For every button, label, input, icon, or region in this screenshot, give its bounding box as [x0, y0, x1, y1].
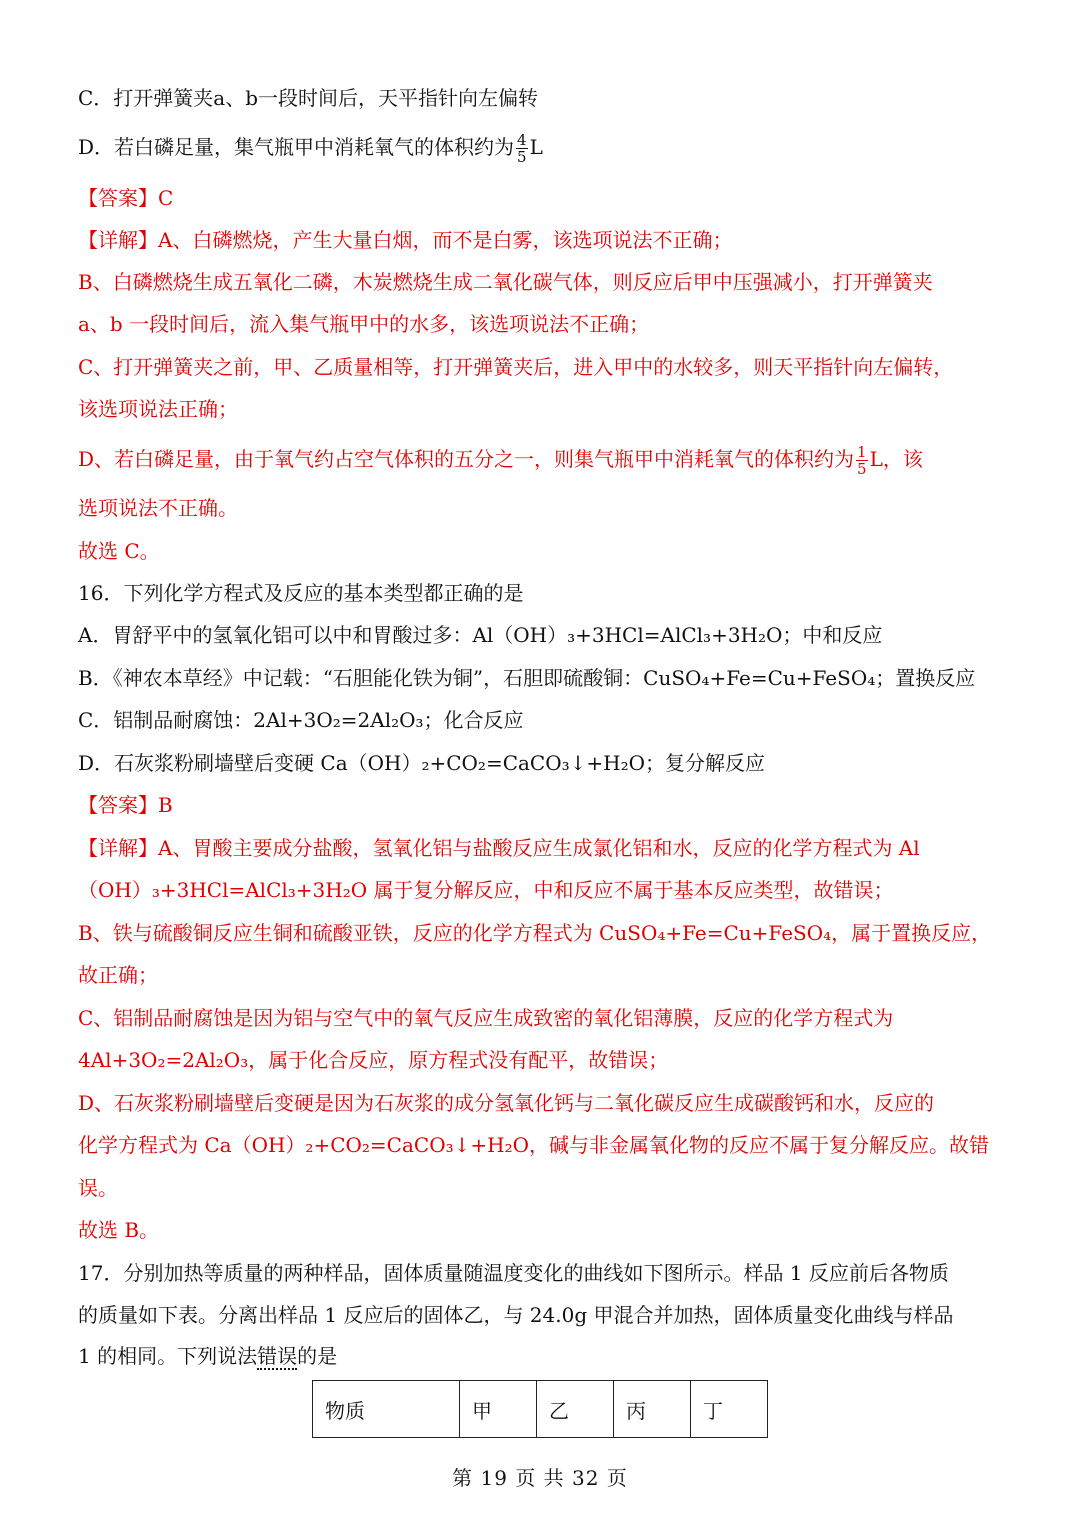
table-header-cell: 丁 — [691, 1381, 768, 1438]
q16-detail-a-line2: （OH）₃+3HCl=AlCl₃+3H₂O 属于复分解反应，中和反应不属于基本反应类型，故错误； — [78, 878, 894, 902]
q17-stem-line3 — [78, 1342, 1008, 1370]
q17-stem-line2: 的质量如下表。分离出样品 1 反应后的固体乙，与 24.0g 甲混合并加热，固体质量变化曲线与样品 — [78, 1303, 954, 1327]
emphasis-word: 错误 — [257, 1344, 298, 1368]
fraction-numerator: 1 — [857, 443, 867, 461]
q16-detail-b-line1: B、铁与硫酸铜反应生铜和硫酸亚铁，反应的化学方程式为 CuSO₄+Fe=Cu+FeSO₄，属于置换反应， — [78, 921, 992, 945]
q16-stem: 16．下列化学方程式及反应的基本类型都正确的是 — [78, 581, 524, 605]
fraction-one-fifth — [856, 444, 868, 477]
page-footer: 第 19 页 共 32 页 — [452, 1466, 628, 1490]
q15-detail-d-line2: 选项说法不正确。 — [78, 496, 238, 520]
table-header-cell: 丙 — [614, 1381, 691, 1438]
q15-option-d — [78, 132, 1008, 165]
detail-text-end: L，该 — [869, 447, 923, 471]
q16-detail-a-line1 — [78, 834, 1008, 862]
q15-detail-b-line1: B、白磷燃烧生成五氧化二磷，木炭燃烧生成二氧化碳气体，则反应后甲中压强减小，打开弹簧夹 — [78, 270, 933, 294]
q16-detail-d-line1: D、石灰浆粉刷墙壁后变硬是因为石灰浆的成分氢氧化钙与二氧化碳反应生成碳酸钙和水，反应的 — [78, 1091, 935, 1115]
table-header-cell: 乙 — [537, 1381, 614, 1438]
detail-tag: 【详解】 — [78, 836, 158, 860]
q16-detail-c-line2: 4Al+3O₂=2Al₂O₃，属于化合反应，原方程式没有配平，故错误； — [78, 1048, 669, 1072]
q16-detail-c-line1: C、铝制品耐腐蚀是因为铝与空气中的氧气反应生成致密的氧化铝薄膜，反应的化学方程式为 — [78, 1006, 894, 1030]
q15-detail-c-line1: C、打开弹簧夹之前，甲、乙质量相等，打开弹簧夹后，进入甲中的水较多，则天平指针向左偏转， — [78, 355, 954, 379]
substance-table — [312, 1380, 768, 1438]
q15-option-c: C．打开弹簧夹a、b一段时间后，天平指针向左偏转 — [78, 86, 539, 110]
q15-detail-b-line2: a、b 一段时间后，流入集气瓶甲中的水多，该选项说法不正确； — [78, 312, 650, 336]
fraction-four-fifths — [516, 132, 528, 165]
q16-answer: 【答案】B — [78, 793, 173, 817]
unit: L — [529, 135, 543, 159]
fraction-numerator: 4 — [517, 131, 527, 149]
q16-option-d: D．石灰浆粉刷墙壁后变硬 Ca（OH）₂+CO₂=CaCO₃↓+H₂O；复分解反应 — [78, 751, 766, 775]
q16-conclusion: 故选 B。 — [78, 1218, 160, 1242]
detail-text: A、胃酸主要成分盐酸，氢氧化铝与盐酸反应生成氯化铝和水，反应的化学方程式为 Al — [158, 836, 920, 860]
q15-conclusion: 故选 C。 — [78, 539, 160, 563]
q16-detail-d-line3: 误。 — [78, 1176, 118, 1200]
table-header-cell: 甲 — [460, 1381, 537, 1438]
q15-detail-c-line2: 该选项说法正确； — [78, 397, 238, 421]
q16-option-c: C．铝制品耐腐蚀：2Al+3O₂=2Al₂O₃；化合反应 — [78, 708, 524, 732]
stem-text-end: 的是 — [297, 1344, 338, 1368]
q15-detail-a — [78, 226, 1008, 254]
q15-detail-d-line1 — [78, 444, 1008, 477]
detail-tag: 【详解】 — [78, 228, 158, 252]
q16-detail-d-line2: 化学方程式为 Ca（OH）₂+CO₂=CaCO₃↓+H₂O，碱与非金属氧化物的反应不属于复分解反应。故错 — [78, 1133, 989, 1157]
fraction-denominator: 5 — [857, 460, 867, 478]
q15-answer: 【答案】C — [78, 186, 174, 210]
detail-text: D、若白磷足量，由于氧气约占空气体积的五分之一，则集气瓶甲中消耗氧气的体积约为 — [78, 447, 855, 471]
q17-stem-line1: 17．分别加热等质量的两种样品，固体质量随温度变化的曲线如下图所示。样品 1 反应前后各物质 — [78, 1261, 949, 1285]
table-header-cell: 物质 — [313, 1381, 460, 1438]
detail-text: A、白磷燃烧，产生大量白烟，而不是白雾，该选项说法不正确； — [158, 228, 733, 252]
q15-option-d-text: D．若白磷足量，集气瓶甲中消耗氧气的体积约为 — [78, 135, 515, 159]
q16-option-b: B．《神农本草经》中记载：“石胆能化铁为铜”，石胆即硫酸铜：CuSO₄+Fe=Cu+FeSO₄；置换反应 — [78, 666, 976, 690]
stem-text: 1 的相同。下列说法 — [78, 1344, 258, 1368]
table-header-row — [313, 1381, 768, 1438]
q16-option-a: A．胃舒平中的氢氧化铝可以中和胃酸过多：Al（OH）₃+3HCl=AlCl₃+3H₂O；中和反应 — [78, 623, 883, 647]
q16-detail-b-line2: 故正确； — [78, 963, 158, 987]
fraction-denominator: 5 — [517, 148, 527, 166]
